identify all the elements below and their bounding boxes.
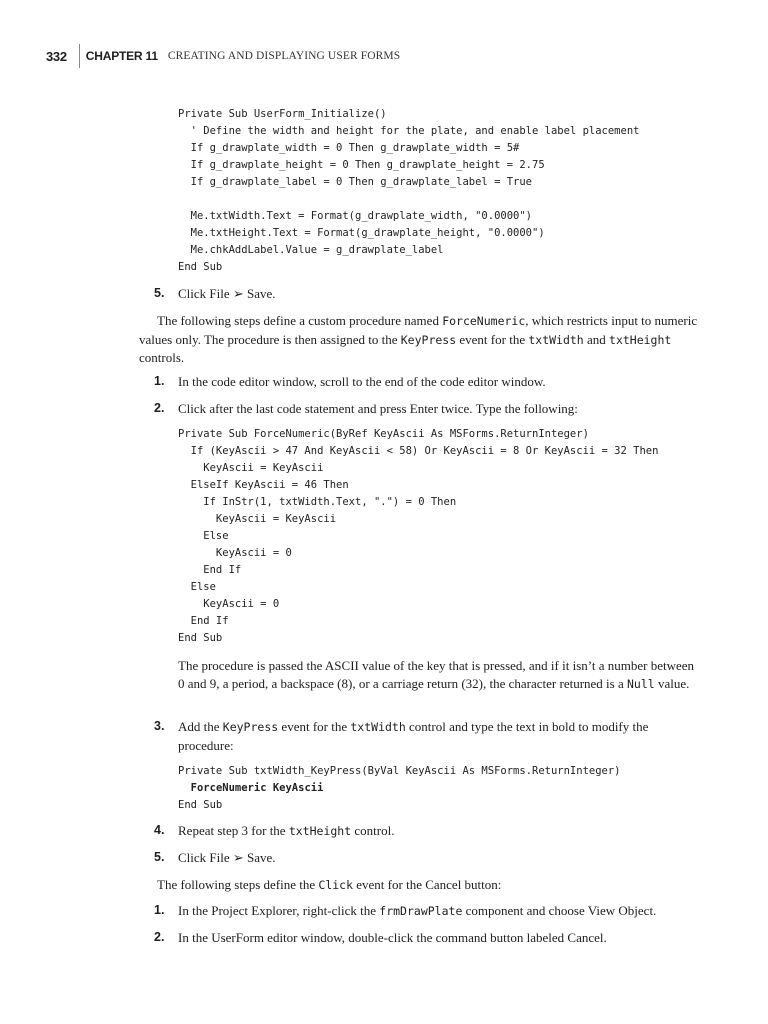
step-text: Click File ➢ Save. — [178, 286, 276, 301]
step-number: 1. — [154, 903, 165, 917]
code-line: End If — [178, 615, 229, 627]
code-line: Else — [178, 530, 229, 542]
code-line: KeyAscii = 0 — [178, 598, 280, 610]
inline-code: txtHeight — [288, 824, 352, 838]
inline-code: Click — [318, 878, 354, 892]
code-line: KeyAscii = 0 — [178, 547, 292, 559]
code-line: End Sub — [178, 799, 223, 811]
code-indent — [178, 782, 191, 794]
inline-code: KeyPress — [222, 720, 279, 734]
step-text-part: Repeat step 3 for the — [178, 823, 289, 838]
step-text: In the UserForm editor window, double-click the command button labeled Cancel. — [178, 930, 607, 945]
para-text: The following steps define the — [157, 877, 319, 892]
code-line: Private Sub ForceNumeric(ByRef KeyAscii As MSForms.ReturnInteger) — [178, 428, 589, 440]
para-text: controls. — [139, 350, 185, 365]
chapter-title: CREATING AND DISPLAYING USER FORMS — [167, 50, 401, 62]
inline-code: txtWidth — [350, 720, 406, 734]
step-text — [178, 822, 698, 841]
step-text — [178, 718, 698, 754]
inline-code: KeyPress — [400, 332, 457, 347]
step-text-part: Add the — [178, 719, 223, 734]
code-line: End Sub — [178, 632, 223, 644]
code-line: Private Sub txtWidth_KeyPress(ByVal KeyAscii As MSForms.ReturnInteger) — [178, 765, 621, 777]
step-number: 5. — [154, 850, 165, 864]
header-divider — [79, 44, 80, 68]
code-line-bold: ForceNumeric KeyAscii — [190, 782, 324, 794]
inline-code: txtHeight — [609, 332, 672, 347]
step-text-part: control. — [351, 823, 395, 838]
code-line: If g_drawplate_label = 0 Then g_drawplate_label = True — [178, 176, 533, 188]
code-line: Me.txtWidth.Text = Format(g_drawplate_width, "0.0000") — [178, 210, 533, 222]
step-number: 5. — [154, 286, 165, 300]
code-line: KeyAscii = KeyAscii — [178, 513, 337, 525]
running-header — [46, 44, 400, 68]
code-block-forcenumeric — [178, 426, 658, 647]
paragraph-forcenumeric-intro — [139, 312, 699, 367]
para-text: The procedure is passed the ASCII value of the key that is pressed, and if it isn’t a number between 0 and 9, a period, a backspace (8), or a carriage return (32), the character returned is a — [178, 658, 695, 691]
para-text: , which restricts input to numeric values only. The procedure is then assigned to the — [139, 313, 698, 347]
step-number: 1. — [154, 374, 165, 388]
code-line: If (KeyAscii > 47 And KeyAscii < 58) Or KeyAscii = 8 Or KeyAscii = 32 Then — [178, 445, 659, 457]
step-number: 2. — [154, 930, 165, 944]
step-text — [178, 902, 698, 921]
step-number: 2. — [154, 401, 165, 415]
code-line: ' Define the width and height for the plate, and enable label placement — [178, 125, 640, 137]
chapter-label: CHAPTER 11 — [85, 49, 158, 63]
step-number: 4. — [154, 823, 165, 837]
step-text: In the code editor window, scroll to the end of the code editor window. — [178, 374, 546, 389]
code-line: Me.txtHeight.Text = Format(g_drawplate_height, "0.0000") — [178, 227, 545, 239]
step-text: Click after the last code statement and press Enter twice. Type the following: — [178, 401, 578, 416]
para-text: and — [583, 331, 610, 347]
page-number: 332 — [46, 48, 67, 64]
paragraph-procedure-explanation — [178, 657, 700, 693]
code-line: Me.chkAddLabel.Value = g_drawplate_label — [178, 244, 444, 256]
code-line: Private Sub UserForm_Initialize() — [178, 108, 387, 120]
step-text-part: event for the — [278, 719, 351, 734]
paragraph-cancel-intro — [157, 876, 697, 895]
code-line: If InStr(1, txtWidth.Text, ".") = 0 Then — [178, 496, 457, 508]
code-line: Else — [178, 581, 216, 593]
inline-code: frmDrawPlate — [379, 904, 463, 918]
step-text-part: control and type the text in bold to modify the procedure: — [178, 719, 649, 753]
para-text: event for the — [456, 331, 529, 347]
code-line: If g_drawplate_width = 0 Then g_drawplate_width = 5# — [178, 142, 520, 154]
para-text: The following steps define a custom procedure named — [157, 313, 443, 328]
step-text-part: In the Project Explorer, right-click the — [178, 903, 380, 918]
code-line: If g_drawplate_height = 0 Then g_drawplate_height = 2.75 — [178, 159, 545, 171]
code-line: KeyAscii = KeyAscii — [178, 462, 324, 474]
code-block-initialize — [178, 106, 639, 276]
para-text: event for the Cancel button: — [353, 877, 502, 892]
inline-code: txtWidth — [528, 332, 584, 347]
inline-code: Null — [627, 676, 655, 691]
step-number: 3. — [154, 719, 165, 733]
code-line: End If — [178, 564, 242, 576]
code-line: End Sub — [178, 261, 223, 273]
step-text-part: component and choose View Object. — [462, 903, 657, 918]
step-text: Click File ➢ Save. — [178, 850, 276, 865]
para-text: value. — [654, 675, 690, 691]
code-line: ElseIf KeyAscii = 46 Then — [178, 479, 349, 491]
code-block-keypress — [178, 763, 621, 814]
inline-code: ForceNumeric — [442, 314, 526, 328]
